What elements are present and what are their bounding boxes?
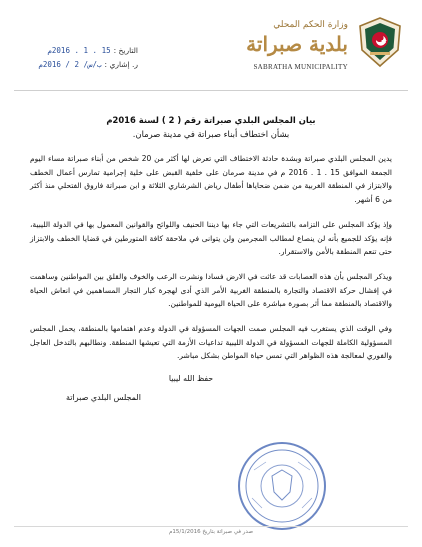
reference-row [18,58,138,72]
ministry-name: وزارة الحكم المحلي [273,20,348,30]
footer-note: صدر في صبراتة بتاريخ 15/1/2016م [168,529,253,535]
header-divider [14,90,408,91]
reference-label: ر. إشاري : [104,60,138,69]
footer-divider [14,526,408,527]
signature-line: المجلس البلدي صبراتة [66,393,141,403]
reference-block [18,44,138,72]
municipality-name-en: SABRATHA MUNICIPALITY [253,63,348,71]
reference-value: ب/س/ 2 / 2016م [38,60,102,69]
letter-body [30,100,392,402]
statement-subject: بشأن اختطاف أبناء صبراتة في مدينة صرمان. [132,129,290,139]
paragraph: وفي الوقت الذي يستغرب فيه المجلس صمت الجهات المسؤولة في الدولة وعدم اهتمامها بالمنطقة، يحمل المجلس المسؤولية الكاملة للجهات المسؤولة في الدولة الليبية تداعيات الأزمة التي تعيشها المنطقة. ونطالبهم بالتدخل العاجل والفوري لمعالجة هذه الظواهر التي تمس حياة المواطن بشكل مباشر. [30,324,392,361]
date-row [18,44,138,58]
municipality-logo-icon [356,16,404,68]
municipality-brand [194,14,404,86]
closing-line: حفظ الله ليبيا [168,374,214,384]
statement-title: بيان المجلس البلدي صبراتة رقم ( 2 ) لسنة 2016م [106,115,316,125]
date-value: 15 . 1 . 2016م [47,46,111,55]
municipality-name-ar: بلدية صبراتة [246,32,348,56]
paragraph: يدين المجلس البلدي صبراتة وبشدة حادثة الاختطاف التي تعرض لها أكثر من 20 شخص من أبناء صبراتة مساء اليوم الجمعة الموافق 15 . 1 . 2016 م في مدينة صرمان على خلفية القبض على خلية إجرامية تمارس أعمال الخطف والابتزاز في المنطقة الغربية من ضمن ضحاياها أطفال رياض الشرشاري الثلاثة و ابن صبراتة فاروق الفتحلي منذ أكثر من 6 أشهر. [30,154,393,205]
paragraph: ويذكر المجلس بأن هذه العصابات قد عاثت في الارض فسادا ونشرت الرعب والخوف والقلق بين المواطنين وساهمت في إفشال حركة الاقتصاد والتجارة بالمنطقة الغربية الأمر الذي أدى لهجرة كبار التجار المساهمين في انعاش الحياة والاقتصاد بالمنطقة مما أثر بصورة مباشرة على الحياة اليومية للمواطنين. [30,271,392,309]
paragraph: وإذ يؤكد المجلس على التزامه بالتشريعات التي جاء بها ديننا الحنيف واللوائح والقوانين المعمول بها في الدولة الليبية، فإنه يؤكد للجميع بأنه لن ينصاع لمطالب المجرمين ولن يتوانى في ملاحقة كافة المتورطين في قضايا الخطف والابتزاز حتى تنعم المنطقة بالأمن والاستقرار. [30,219,392,257]
date-label: التاريخ : [113,46,138,55]
letterhead [0,0,422,92]
official-stamp-icon [236,440,328,532]
